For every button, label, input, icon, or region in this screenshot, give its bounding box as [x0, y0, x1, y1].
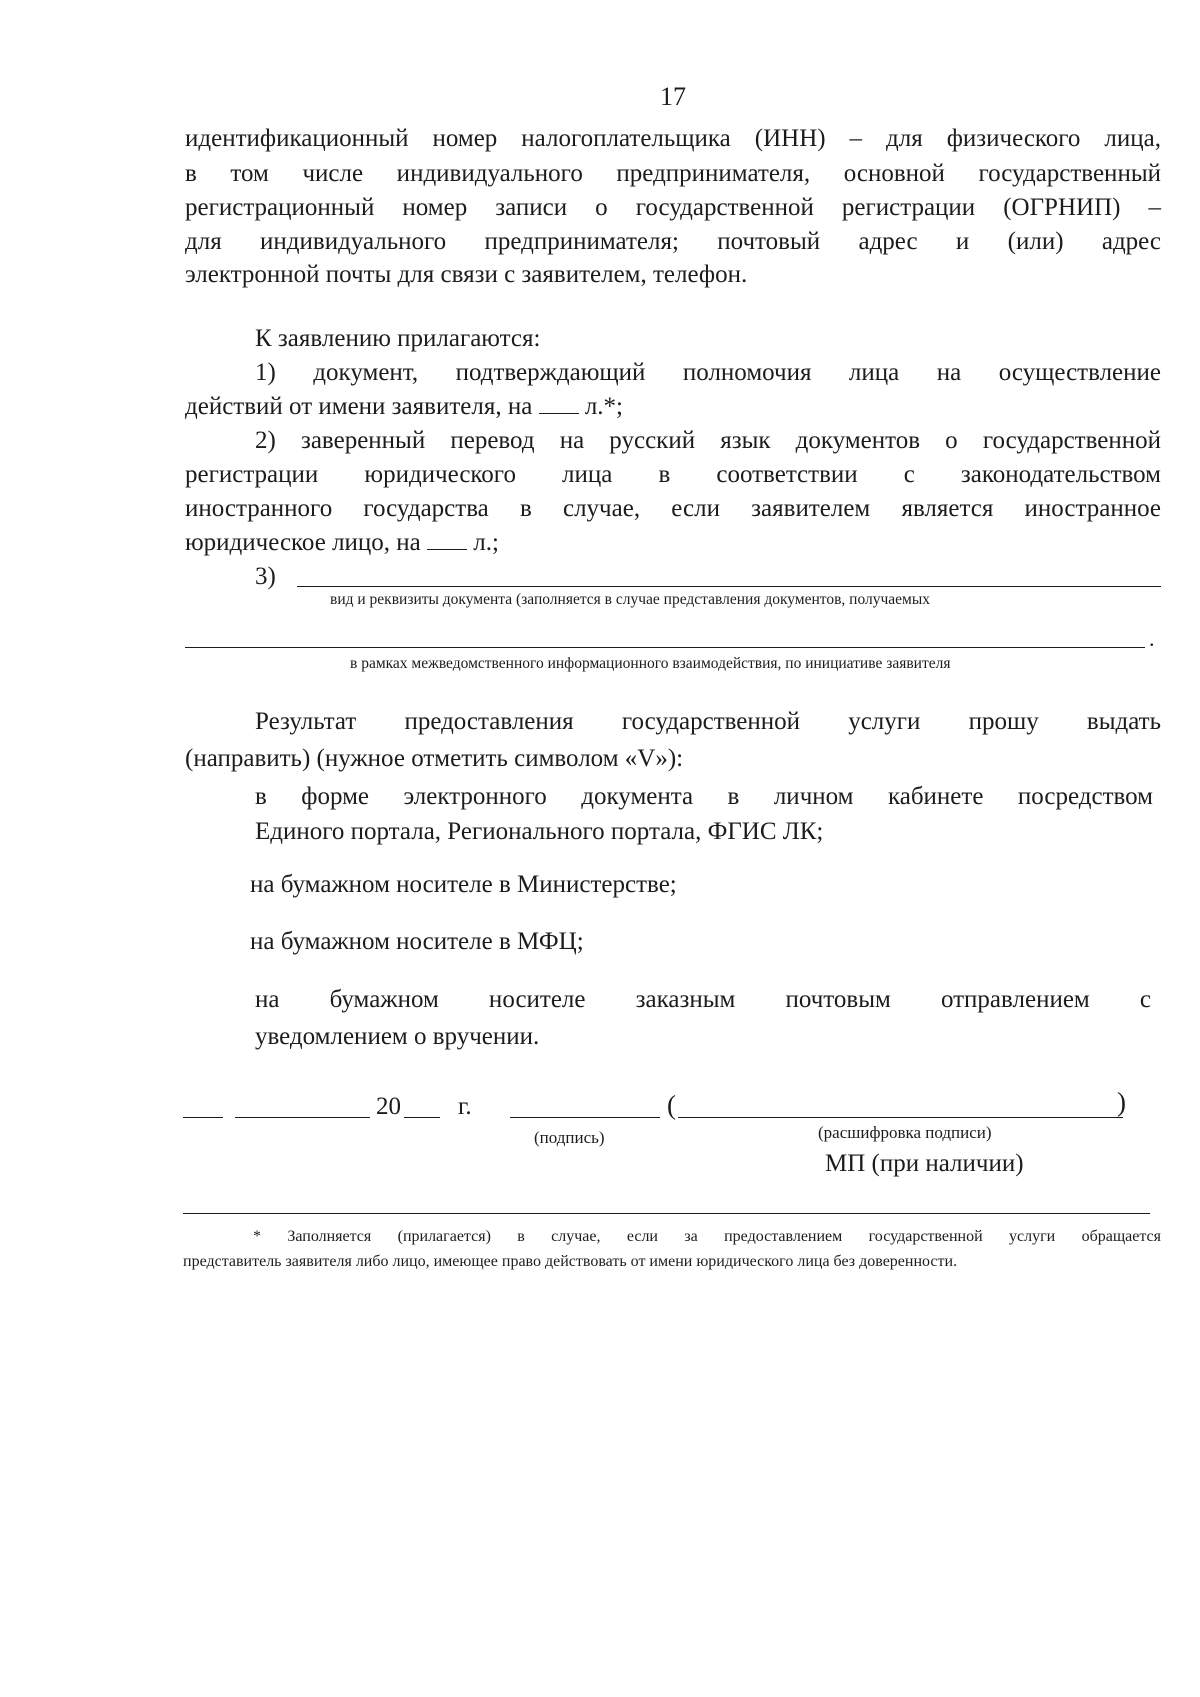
paragraph-line: идентификационный номер налогоплательщика (ИНН) – для физического лица, — [185, 125, 1161, 152]
attachment-item-3-label: 3) — [255, 563, 276, 590]
month-field[interactable] — [235, 1117, 370, 1118]
footnote-separator — [183, 1213, 1150, 1214]
decoding-open-paren: ( — [667, 1090, 676, 1120]
decoding-close-paren: ) — [1117, 1087, 1126, 1117]
attachment-item-3-caption-continued: в рамках межведомственного информационного взаимодействия, по инициативе заявителя — [350, 655, 951, 672]
attachment-item-2: 2) заверенный перевод на русский язык документов о государственной — [255, 427, 1161, 454]
delivery-option-electronic[interactable]: в форме электронного документа в личном кабинете посредством — [255, 783, 1153, 810]
attachments-heading: К заявлению прилагаются: — [255, 325, 541, 352]
attachment-item-3-period: . — [1149, 626, 1155, 651]
attachment-item-3-field-continued[interactable] — [185, 647, 1145, 648]
attachment-item-2-line: регистрации юридического лица в соответствии с законодательством — [185, 461, 1161, 488]
year-suffix: г. — [458, 1093, 472, 1120]
year-field[interactable] — [404, 1117, 440, 1118]
delivery-option-mfc[interactable]: на бумажном носителе в МФЦ; — [250, 928, 584, 955]
sheet-unit: л.*; — [584, 393, 623, 420]
paragraph-line: в том числе индивидуального предпринимателя, основной государственный — [185, 160, 1161, 187]
delivery-option-mail[interactable]: на бумажном носителе заказным почтовым отправлением с — [255, 986, 1151, 1013]
attachment-item-2-continued — [185, 526, 499, 560]
attachment-item-1: 1) документ, подтверждающий полномочия лица на осуществление — [255, 359, 1161, 386]
delivery-option-mail-continued: уведомлением о вручении. — [255, 1023, 540, 1050]
attachment-item-2-text: юридическое лицо, на — [185, 529, 421, 556]
footnote-line: * Заполняется (прилагается) в случае, если за предоставлением государственной услуги обращается — [253, 1228, 1161, 1245]
paragraph-line: регистрационный номер записи о государственной регистрации (ОГРНИП) – — [185, 194, 1161, 221]
stamp-label: МП (при наличии) — [825, 1150, 1024, 1177]
attachment-item-3-field[interactable] — [297, 586, 1161, 587]
signature-caption: (подпись) — [534, 1128, 605, 1147]
year-prefix: 20 — [376, 1093, 401, 1120]
result-request-text-continued: (направить) (нужное отметить символом «V»): — [185, 745, 684, 772]
decoding-caption: (расшифровка подписи) — [818, 1123, 992, 1142]
attachment-item-2-line: иностранного государства в случае, если заявителем является иностранное — [185, 495, 1161, 522]
sheet-count-blank[interactable] — [539, 393, 579, 414]
attachment-item-1-text: действий от имени заявителя, на — [185, 393, 533, 420]
signature-field[interactable] — [510, 1117, 660, 1118]
attachment-item-3-caption: вид и реквизиты документа (заполняется в случае представления документов, получаемых — [330, 591, 931, 608]
paragraph-line: для индивидуального предпринимателя; почтовый адрес и (или) адрес — [185, 228, 1161, 255]
delivery-option-ministry[interactable]: на бумажном носителе в Министерстве; — [250, 871, 677, 898]
result-request-text: Результат предоставления государственной услуги прошу выдать — [255, 708, 1161, 735]
delivery-option-electronic-continued: Единого портала, Регионального портала, ФГИС ЛК; — [255, 818, 824, 845]
footnote-line: представитель заявителя либо лицо, имеющее право действовать от имени юридического лица без доверенности. — [183, 1253, 958, 1270]
sheet-count-blank[interactable] — [427, 529, 467, 550]
sheet-unit: л.; — [473, 529, 499, 556]
paragraph-line: электронной почты для связи с заявителем, телефон. — [185, 261, 748, 288]
day-field[interactable] — [183, 1117, 223, 1118]
signature-decoding-field[interactable] — [678, 1117, 1123, 1118]
attachment-item-1-continued — [185, 390, 623, 424]
page-number: 17 — [660, 82, 686, 111]
